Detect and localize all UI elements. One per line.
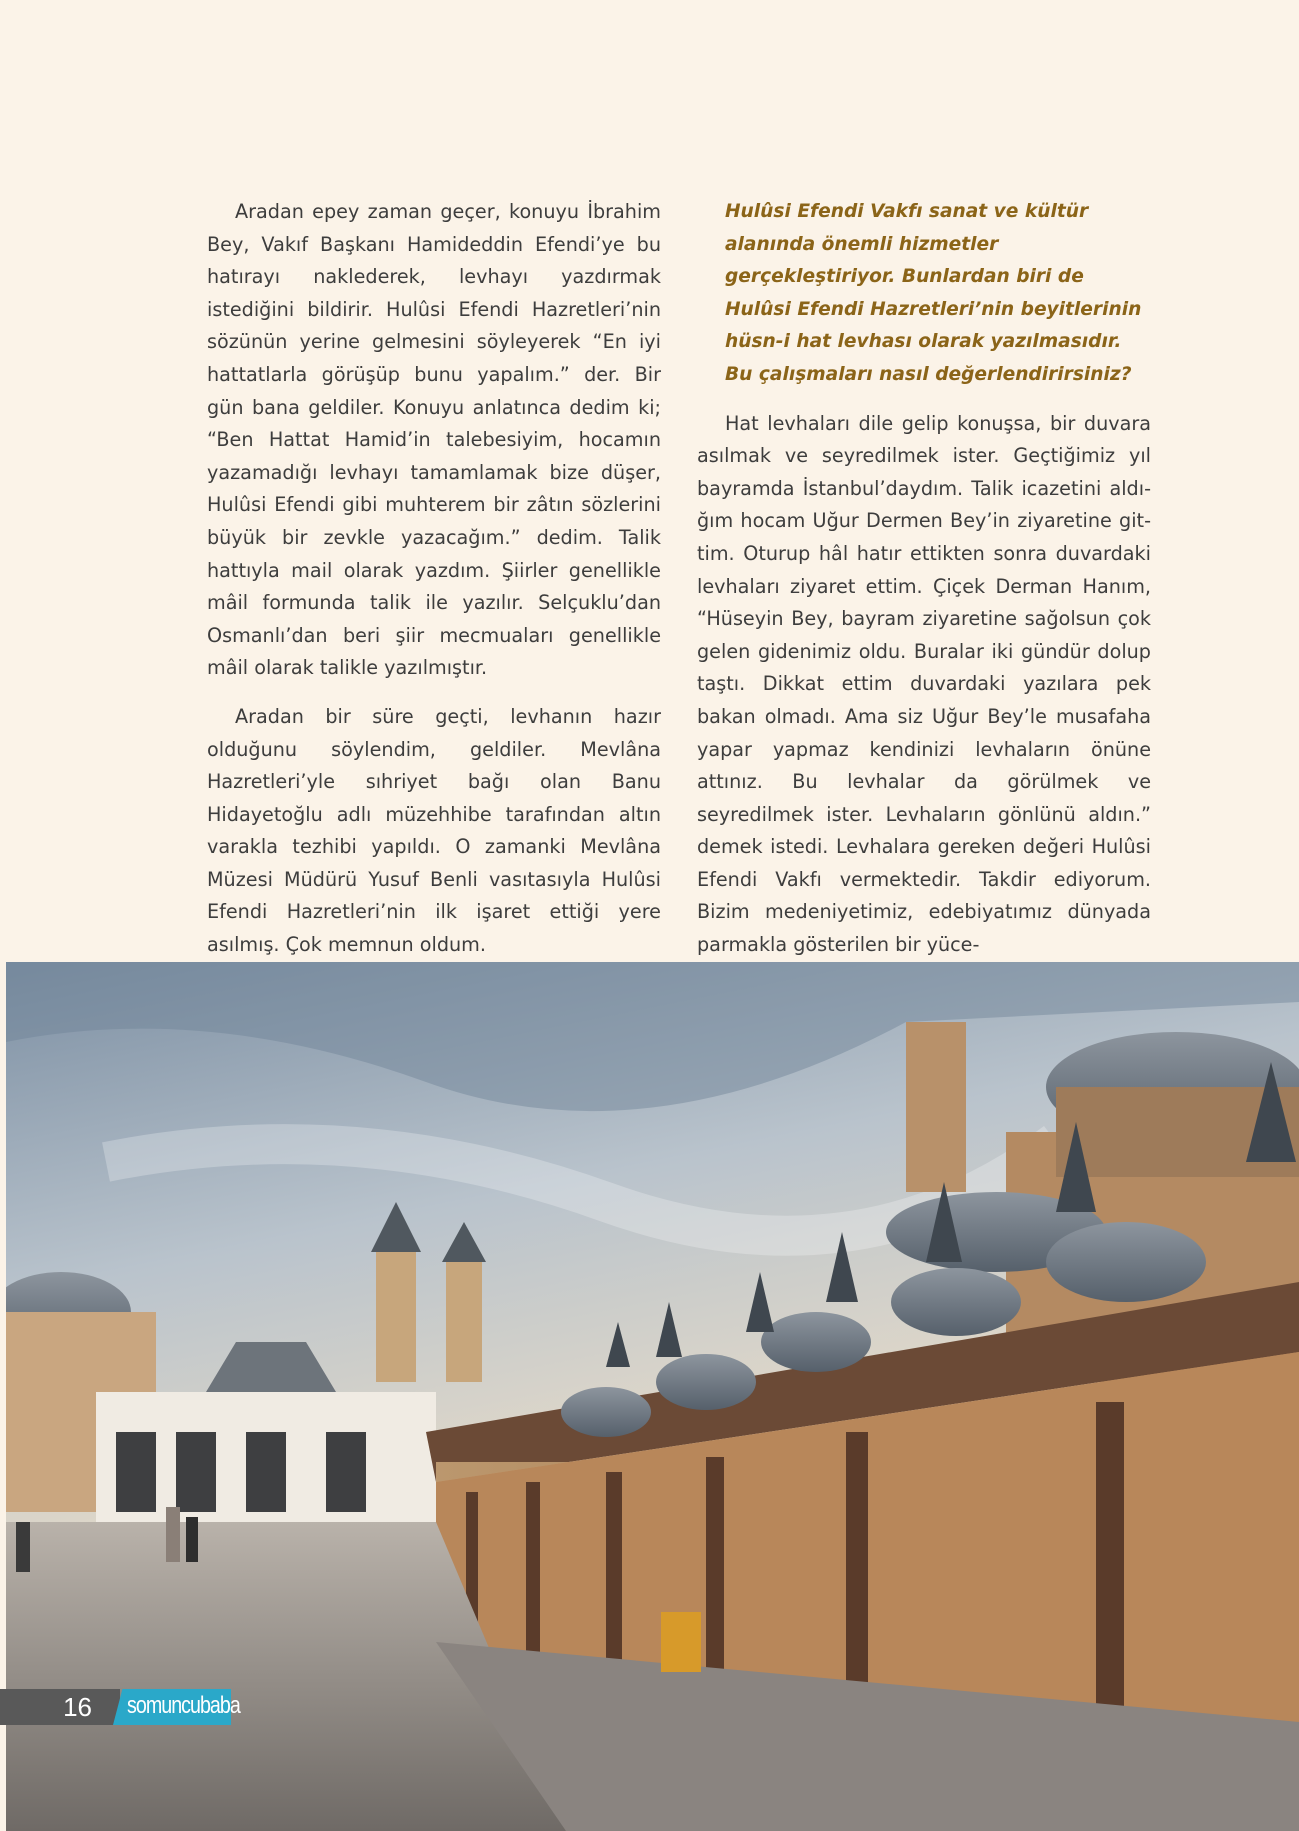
magazine-logo bbox=[113, 1689, 240, 1725]
page-number: 16 bbox=[0, 1689, 120, 1725]
left-paragraph-2: Aradan bir süre geçti, levhanın hazır olduğunu söylendim, geldiler. Mevlâna Hazretleri’yle sıhriyet bağı olan Banu Hidayetoğlu adlı müzehhibe tarafından altın varakla tezhibi yapıldı. O zamanki Mevlâna Müzesi Müdürü Yusuf Benli vasıtasıyla Hulûsi Efendi Hazretleri’nin ilk işaret ettiği yere asılmış. Çok memnun oldum. bbox=[207, 704, 661, 957]
magazine-name: somuncubaba bbox=[127, 1692, 240, 1719]
left-column bbox=[207, 196, 661, 962]
right-paragraph-1: Hat levhaları dile gelip konuşsa, bir duvara asılmak ve seyredilmek ister. Geçtiğimiz yıl bayramda İstanbul’daydım. Talik icazetini aldığım hocam Uğur Dermen Bey’in ziyaretine gittim. Oturup hâl hatır ettikten sonra duvardaki levhaları ziyaret ettim. Çiçek Derman Hanım, “Hüseyin Bey, bayram ziyaretine sağolsun çok gelen gidenimiz oldu. Buralar iki gündür dolup taştı. Dikkat ettim duvardaki yazılara pek bakan olmadı. Ama siz Uğur Bey’le musafaha yapar yapmaz kendinizi levhaların önüne attınız. Bu levhalar da görülmek ve seyredilmek ister. Levhaların gönlünü aldın.” demek istedi. Levhalara gereken değeri Hulûsi Efendi Vakfı vermektedir. Takdir ediyorum. Bizim medeniyetimiz, edebiyatımız dünyada parmakla gösterilen bir yüce- bbox=[697, 411, 1151, 957]
right-column bbox=[697, 196, 1151, 962]
left-paragraph-1: Aradan epey zaman geçer, konuyu İbrahim Bey, Vakıf Başkanı Hamideddin Efendi’ye bu hatırayı naklederek, levhayı yazdırmak istediğini bildirir. Hulûsi Efendi Hazretleri’nin sözünün yerine gelmesini söyleyerek “En iyi hattatlarla görüşüp bunu yapalım.” der. Bir gün bana geldiler. Konuyu anlatınca dedim ki; “Ben Hattat Hamid’in talebesiyim, hocamın yazamadığı levhayı tamamlamak bize düşer, Hulûsi Efendi gibi muhterem bir zâtın sözlerini büyük bir zevkle yazacağım.” dedim. Talik hattıyla mail olarak yazdım. Şiirler genellikle mâil formunda talik ile yazılır. Selçuklu’dan Osmanlı’dan beri şiir mecmuaları genellikle mâil olarak talikle yazılmıştır. bbox=[207, 200, 661, 680]
interview-question: Hulûsi Efendi Vakfı sanat ve kültür alanında önemli hizmetler gerçekleştiriyor. Bunlardan biri de Hulûsi Efendi Hazretleri’nin beyitlerinin hüsn-i hat levhası olarak yazılmasıdır. Bu çalışmaları nasıl değerlendirirsiniz? bbox=[725, 201, 1142, 385]
